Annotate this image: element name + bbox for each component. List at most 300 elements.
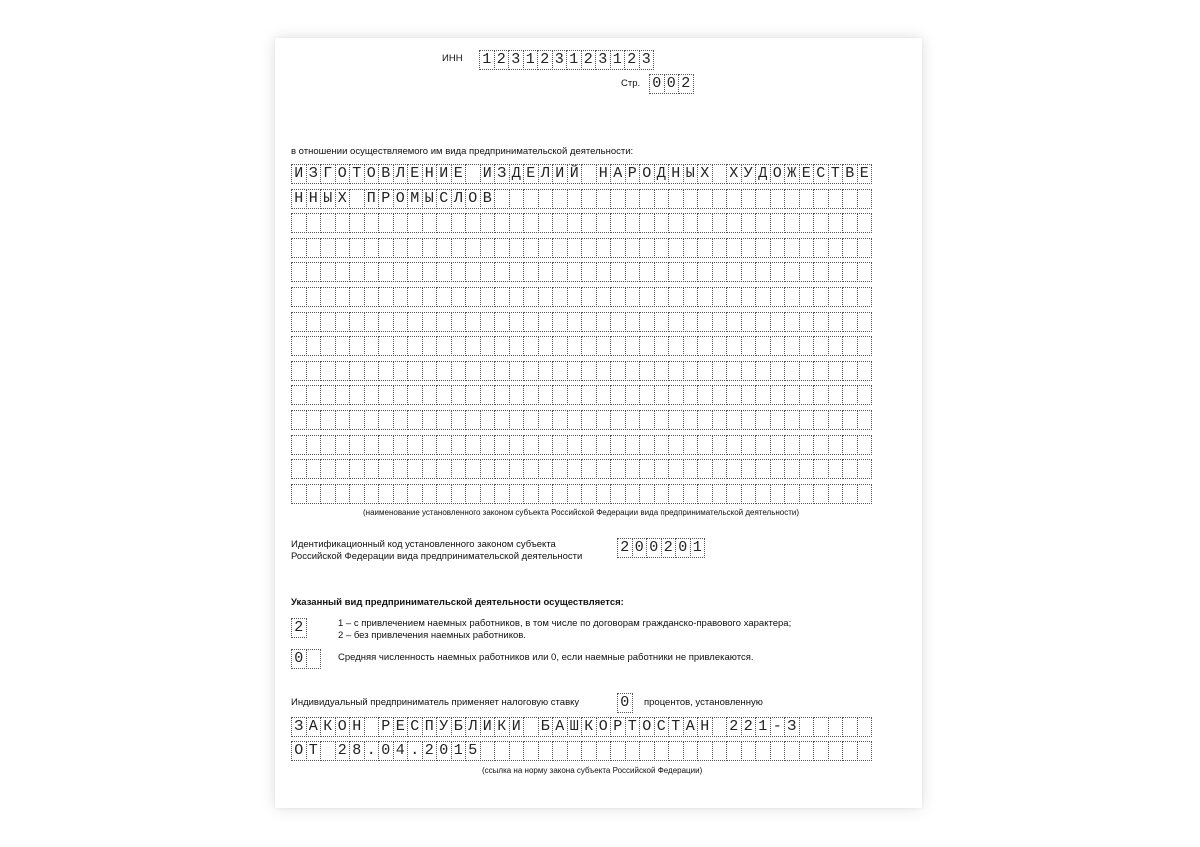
- char-cell: [596, 741, 612, 761]
- char-cell: [581, 435, 597, 455]
- char-cell: [378, 238, 394, 258]
- char-cell: [494, 361, 510, 381]
- char-cell: Б: [538, 717, 554, 737]
- char-cell: [639, 238, 655, 258]
- char-cell: [552, 484, 568, 504]
- char-cell: [364, 717, 380, 737]
- char-cell: [320, 741, 336, 761]
- char-cell: [436, 336, 452, 356]
- char-cell: [726, 336, 742, 356]
- activity-line[interactable]: [291, 435, 871, 455]
- char-cell: [610, 435, 626, 455]
- char-cell: [755, 361, 771, 381]
- activity-line[interactable]: [291, 336, 871, 356]
- activity-line[interactable]: [291, 213, 871, 233]
- char-cell: [509, 459, 525, 479]
- inn-field[interactable]: [479, 50, 653, 70]
- char-cell: 0: [291, 649, 307, 669]
- char-cell: [770, 287, 786, 307]
- char-cell: [393, 287, 409, 307]
- char-cell: [813, 238, 829, 258]
- char-cell: [712, 410, 728, 430]
- char-cell: В: [378, 164, 394, 184]
- char-cell: [596, 262, 612, 282]
- char-cell: [494, 410, 510, 430]
- char-cell: [407, 484, 423, 504]
- char-cell: [857, 336, 873, 356]
- char-cell: [422, 336, 438, 356]
- char-cell: [784, 385, 800, 405]
- char-cell: 1: [479, 50, 495, 70]
- char-cell: [741, 336, 757, 356]
- char-cell: 2: [726, 717, 742, 737]
- char-cell: [436, 287, 452, 307]
- char-cell: [480, 459, 496, 479]
- char-cell: [610, 741, 626, 761]
- id-code-field[interactable]: [617, 538, 704, 558]
- char-cell: [494, 435, 510, 455]
- char-cell: [349, 484, 365, 504]
- char-cell: [654, 484, 670, 504]
- char-cell: [509, 361, 525, 381]
- char-cell: 3: [595, 50, 611, 70]
- char-cell: [842, 312, 858, 332]
- char-cell: [494, 741, 510, 761]
- char-cell: Т: [625, 717, 641, 737]
- char-cell: [639, 213, 655, 233]
- char-cell: [523, 336, 539, 356]
- char-cell: [813, 435, 829, 455]
- char-cell: Н: [291, 189, 307, 209]
- char-cell: Р: [378, 189, 394, 209]
- char-cell: [436, 213, 452, 233]
- char-cell: [654, 189, 670, 209]
- char-cell: [712, 189, 728, 209]
- char-cell: [581, 238, 597, 258]
- char-cell: [755, 213, 771, 233]
- char-cell: [799, 435, 815, 455]
- char-cell: [770, 484, 786, 504]
- char-cell: [378, 213, 394, 233]
- char-cell: [828, 287, 844, 307]
- char-cell: [770, 361, 786, 381]
- char-cell: [842, 336, 858, 356]
- char-cell: [523, 717, 539, 737]
- char-cell: [436, 312, 452, 332]
- char-cell: [422, 385, 438, 405]
- char-cell: [697, 312, 713, 332]
- char-cell: [697, 361, 713, 381]
- char-cell: [407, 238, 423, 258]
- char-cell: [697, 459, 713, 479]
- char-cell: [523, 459, 539, 479]
- char-cell: Р: [625, 164, 641, 184]
- char-cell: 2: [494, 50, 510, 70]
- char-cell: [712, 484, 728, 504]
- page-number-field[interactable]: [649, 74, 693, 94]
- char-cell: Д: [654, 164, 670, 184]
- char-cell: [813, 459, 829, 479]
- char-cell: [494, 385, 510, 405]
- char-cell: [567, 336, 583, 356]
- char-cell: [857, 213, 873, 233]
- char-cell: [335, 238, 351, 258]
- char-cell: .: [364, 741, 380, 761]
- char-cell: [683, 410, 699, 430]
- char-cell: [451, 213, 467, 233]
- law-line[interactable]: [291, 717, 871, 737]
- char-cell: Н: [349, 717, 365, 737]
- char-cell: [799, 741, 815, 761]
- char-cell: [755, 459, 771, 479]
- char-cell: [364, 262, 380, 282]
- char-cell: 2: [678, 74, 694, 94]
- char-cell: [741, 238, 757, 258]
- char-cell: [799, 410, 815, 430]
- char-cell: Н: [596, 164, 612, 184]
- char-cell: О: [335, 164, 351, 184]
- char-cell: [306, 213, 322, 233]
- char-cell: [813, 484, 829, 504]
- char-cell: [625, 238, 641, 258]
- char-cell: [581, 312, 597, 332]
- char-cell: [799, 484, 815, 504]
- char-cell: Ы: [683, 164, 699, 184]
- char-cell: [538, 262, 554, 282]
- char-cell: К: [494, 717, 510, 737]
- law-line[interactable]: [291, 741, 871, 761]
- char-cell: 0: [436, 741, 452, 761]
- char-cell: [538, 213, 554, 233]
- char-cell: [755, 741, 771, 761]
- activity-line[interactable]: [291, 238, 871, 258]
- char-cell: [755, 484, 771, 504]
- char-cell: [451, 287, 467, 307]
- char-cell: [697, 410, 713, 430]
- activity-line[interactable]: [291, 484, 871, 504]
- char-cell: [451, 435, 467, 455]
- char-cell: [335, 213, 351, 233]
- char-cell: [393, 262, 409, 282]
- char-cell: [596, 385, 612, 405]
- char-cell: [784, 312, 800, 332]
- char-cell: [581, 189, 597, 209]
- char-cell: [494, 287, 510, 307]
- char-cell: А: [552, 717, 568, 737]
- char-cell: [596, 312, 612, 332]
- char-cell: [610, 213, 626, 233]
- char-cell: К: [581, 717, 597, 737]
- char-cell: [335, 361, 351, 381]
- char-cell: [654, 385, 670, 405]
- char-cell: [567, 484, 583, 504]
- char-cell: [378, 484, 394, 504]
- char-cell: [480, 741, 496, 761]
- char-cell: [422, 459, 438, 479]
- char-cell: [581, 484, 597, 504]
- char-cell: [712, 459, 728, 479]
- char-cell: К: [320, 717, 336, 737]
- char-cell: [378, 262, 394, 282]
- char-cell: 1: [690, 538, 706, 558]
- char-cell: 2: [291, 618, 307, 638]
- char-cell: .: [407, 741, 423, 761]
- char-cell: [494, 238, 510, 258]
- char-cell: [465, 459, 481, 479]
- char-cell: [610, 484, 626, 504]
- char-cell: [842, 484, 858, 504]
- char-cell: [668, 385, 684, 405]
- char-cell: Е: [407, 164, 423, 184]
- char-cell: [465, 164, 481, 184]
- char-cell: [349, 361, 365, 381]
- char-cell: Й: [567, 164, 583, 184]
- char-cell: [407, 410, 423, 430]
- char-cell: [625, 189, 641, 209]
- char-cell: С: [654, 717, 670, 737]
- char-cell: [552, 213, 568, 233]
- char-cell: [320, 213, 336, 233]
- char-cell: [697, 385, 713, 405]
- char-cell: [291, 385, 307, 405]
- char-cell: [813, 336, 829, 356]
- char-cell: [842, 459, 858, 479]
- char-cell: [799, 262, 815, 282]
- char-cell: [654, 262, 670, 282]
- char-cell: [799, 717, 815, 737]
- char-cell: [741, 287, 757, 307]
- char-cell: [639, 459, 655, 479]
- char-cell: [291, 238, 307, 258]
- char-cell: О: [465, 189, 481, 209]
- char-cell: [668, 213, 684, 233]
- char-cell: [422, 312, 438, 332]
- char-cell: 3: [552, 50, 568, 70]
- char-cell: [349, 262, 365, 282]
- char-cell: С: [436, 189, 452, 209]
- char-cell: О: [639, 717, 655, 737]
- char-cell: [567, 741, 583, 761]
- char-cell: [770, 238, 786, 258]
- char-cell: 1: [451, 741, 467, 761]
- char-cell: Х: [726, 164, 742, 184]
- char-cell: [523, 484, 539, 504]
- activity-line[interactable]: [291, 312, 871, 332]
- activity-line[interactable]: [291, 410, 871, 430]
- char-cell: [842, 410, 858, 430]
- char-cell: 3: [508, 50, 524, 70]
- char-cell: [741, 312, 757, 332]
- activity-intro-label: в отношении осуществляемого им вида предпринимательской деятельности:: [291, 146, 634, 157]
- char-cell: [538, 287, 554, 307]
- char-cell: [813, 189, 829, 209]
- char-cell: [494, 262, 510, 282]
- char-cell: [335, 287, 351, 307]
- activity-line[interactable]: [291, 361, 871, 381]
- char-cell: [828, 238, 844, 258]
- char-cell: [451, 410, 467, 430]
- char-cell: [335, 435, 351, 455]
- char-cell: [451, 385, 467, 405]
- char-cell: [654, 741, 670, 761]
- char-cell: [509, 336, 525, 356]
- char-cell: [828, 361, 844, 381]
- char-cell: [436, 410, 452, 430]
- char-cell: [567, 385, 583, 405]
- char-cell: [596, 189, 612, 209]
- char-cell: [697, 238, 713, 258]
- char-cell: [755, 312, 771, 332]
- activity-line[interactable]: [291, 287, 871, 307]
- char-cell: [726, 238, 742, 258]
- inn-label: ИНН: [442, 53, 463, 64]
- tax-rate-field[interactable]: [617, 693, 632, 713]
- char-cell: [364, 385, 380, 405]
- char-cell: [813, 741, 829, 761]
- char-cell: [857, 385, 873, 405]
- char-cell: [741, 410, 757, 430]
- char-cell: А: [610, 164, 626, 184]
- char-cell: [857, 312, 873, 332]
- char-cell: [291, 435, 307, 455]
- char-cell: [552, 312, 568, 332]
- char-cell: [697, 262, 713, 282]
- char-cell: [306, 312, 322, 332]
- char-cell: [393, 213, 409, 233]
- char-cell: [538, 459, 554, 479]
- char-cell: [523, 741, 539, 761]
- char-cell: [697, 484, 713, 504]
- char-cell: [596, 336, 612, 356]
- char-cell: [625, 287, 641, 307]
- char-cell: [422, 238, 438, 258]
- char-cell: [857, 741, 873, 761]
- char-cell: [683, 287, 699, 307]
- char-cell: А: [683, 717, 699, 737]
- activity-line[interactable]: [291, 459, 871, 479]
- char-cell: [465, 385, 481, 405]
- char-cell: [581, 459, 597, 479]
- char-cell: [581, 741, 597, 761]
- char-cell: [596, 361, 612, 381]
- char-cell: И: [480, 164, 496, 184]
- char-cell: Л: [393, 164, 409, 184]
- char-cell: [857, 410, 873, 430]
- char-cell: О: [770, 164, 786, 184]
- char-cell: [552, 361, 568, 381]
- char-cell: [538, 435, 554, 455]
- char-cell: [726, 741, 742, 761]
- char-cell: [726, 410, 742, 430]
- char-cell: [523, 213, 539, 233]
- char-cell: 1: [610, 50, 626, 70]
- char-cell: [683, 213, 699, 233]
- char-cell: [465, 336, 481, 356]
- char-cell: [726, 435, 742, 455]
- char-cell: [813, 262, 829, 282]
- char-cell: [712, 312, 728, 332]
- char-cell: [726, 484, 742, 504]
- char-cell: [813, 213, 829, 233]
- char-cell: [480, 484, 496, 504]
- char-cell: [755, 262, 771, 282]
- char-cell: [494, 312, 510, 332]
- char-cell: У: [741, 164, 757, 184]
- char-cell: [436, 484, 452, 504]
- char-cell: [364, 238, 380, 258]
- char-cell: 0: [378, 741, 394, 761]
- char-cell: Т: [668, 717, 684, 737]
- char-cell: [596, 238, 612, 258]
- activity-line[interactable]: [291, 189, 871, 209]
- char-cell: [393, 336, 409, 356]
- avg-workers-field[interactable]: [291, 649, 320, 669]
- char-cell: [552, 287, 568, 307]
- char-cell: [813, 361, 829, 381]
- char-cell: [596, 213, 612, 233]
- char-cell: [813, 717, 829, 737]
- char-cell: [364, 435, 380, 455]
- char-cell: [610, 410, 626, 430]
- char-cell: [654, 336, 670, 356]
- char-cell: [523, 361, 539, 381]
- char-cell: [625, 385, 641, 405]
- char-cell: Л: [538, 164, 554, 184]
- char-cell: [755, 410, 771, 430]
- char-cell: [741, 385, 757, 405]
- char-cell: [422, 435, 438, 455]
- char-cell: [335, 312, 351, 332]
- char-cell: [364, 312, 380, 332]
- activity-caption: (наименование установленного законом субъекта Российской Федерации вида предпринимательской деятельности): [363, 508, 800, 517]
- char-cell: [393, 410, 409, 430]
- char-cell: [552, 410, 568, 430]
- char-cell: [770, 385, 786, 405]
- char-cell: [538, 410, 554, 430]
- activity-line[interactable]: [291, 385, 871, 405]
- char-cell: Ы: [320, 189, 336, 209]
- activity-line[interactable]: [291, 164, 871, 184]
- char-cell: [683, 741, 699, 761]
- char-cell: [509, 189, 525, 209]
- char-cell: [712, 435, 728, 455]
- char-cell: [668, 287, 684, 307]
- char-cell: [320, 459, 336, 479]
- char-cell: [828, 312, 844, 332]
- char-cell: [799, 459, 815, 479]
- law-caption: (ссылка на норму закона субъекта Российской Федерации): [482, 766, 703, 775]
- workers-mode-field[interactable]: [291, 618, 306, 638]
- char-cell: 2: [617, 538, 633, 558]
- char-cell: Т: [306, 741, 322, 761]
- char-cell: [668, 484, 684, 504]
- char-cell: [465, 312, 481, 332]
- char-cell: Д: [509, 164, 525, 184]
- workers-option-1: 1 – с привлечением наемных работников, в том числе по договорам гражданско-правового характера;: [338, 618, 792, 629]
- char-cell: [451, 262, 467, 282]
- char-cell: [509, 385, 525, 405]
- char-cell: [712, 336, 728, 356]
- char-cell: [784, 262, 800, 282]
- char-cell: 2: [581, 50, 597, 70]
- activity-line[interactable]: [291, 262, 871, 282]
- char-cell: О: [639, 164, 655, 184]
- char-cell: О: [335, 717, 351, 737]
- char-cell: [422, 213, 438, 233]
- char-cell: [306, 262, 322, 282]
- char-cell: [320, 336, 336, 356]
- char-cell: [712, 717, 728, 737]
